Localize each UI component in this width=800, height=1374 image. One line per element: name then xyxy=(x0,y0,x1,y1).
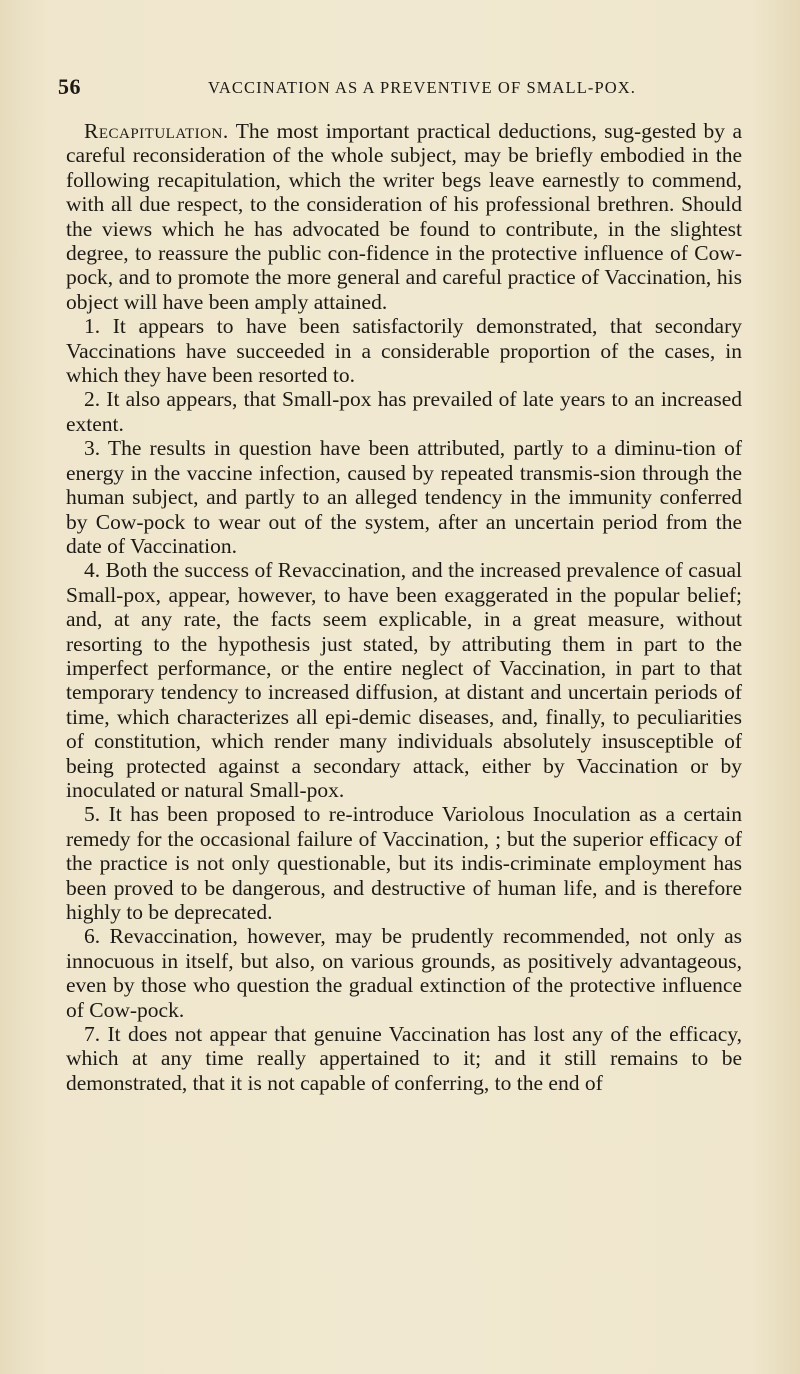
numbered-paragraph-1: 1. It appears to have been satisfactorily demonstrated, that secondary Vaccinations have succeeded in a considerable proportion of the cases, in which they have been resorted to. xyxy=(66,314,742,388)
recapitulation-paragraph xyxy=(66,119,742,314)
numbered-paragraph-4: 4. Both the success of Revaccination, and the increased prevalence of casual Small-pox, appear, however, to have been exaggerated in the popular belief; and, at any rate, the facts seem explicable, in a great measure, without resorting to the hypothesis just stated, by attributing them in part to the imperfect performance, or the entire neglect of Vaccination, in part to that temporary tendency to increased diffusion, at distant and uncertain periods of time, which characterizes all epi-demic diseases, and, finally, to peculiarities of constitution, which render many individuals absolutely insusceptible of being protected against a secondary attack, either by Vaccination or by inoculated or natural Small-pox. xyxy=(66,558,742,802)
numbered-paragraph-7: 7. It does not appear that genuine Vaccination has lost any of the efficacy, which at any time really appertained to it; and it still remains to be demonstrated, that it is not capable of conferring, to the end of xyxy=(66,1022,742,1095)
numbered-paragraph-2: 2. It also appears, that Small-pox has prevailed of late years to an increased extent. xyxy=(66,387,742,436)
page-body xyxy=(66,119,742,1095)
recapitulation-text: The most important practical deductions, sug-gested by a careful reconsideration of the whole subject, may be briefly embodied in the following recapitulation, which the writer begs leave earnestly to commend, with all due respect, to the consideration of his professional brethren. Should the views which he has advocated be found to contribute, in the slightest degree, to reassure the public con-fidence in the protective influence of Cow-pock, and to promote the more general and careful practice of Vaccination, his object will have been amply attained. xyxy=(66,119,742,314)
page-number: 56 xyxy=(58,74,81,99)
running-head: VACCINATION AS A PREVENTIVE OF SMALL-POX. xyxy=(208,78,636,97)
page-header xyxy=(58,74,748,104)
numbered-paragraph-5: 5. It has been proposed to re-introduce Variolous Inoculation as a certain remedy for the occasional failure of Vaccination, ; but the superior efficacy of the practice is not only questionable, but its indis-criminate employment has been proved to be dangerous, and destructive of human life, and is therefore highly to be deprecated. xyxy=(66,802,742,924)
numbered-paragraph-3: 3. The results in question have been attributed, partly to a diminu-tion of energy in the vaccine infection, caused by repeated transmis-sion through the human subject, and partly to an alleged tendency in the immunity conferred by Cow-pock to wear out of the system, after an uncertain period from the date of Vaccination. xyxy=(66,436,742,558)
section-lead: Recapitulation. xyxy=(84,119,229,143)
numbered-paragraph-6: 6. Revaccination, however, may be prudently recommended, not only as innocuous in itself, but also, on various grounds, as positively advantageous, even by those who question the gradual extinction of the protective influence of Cow-pock. xyxy=(66,924,742,1022)
